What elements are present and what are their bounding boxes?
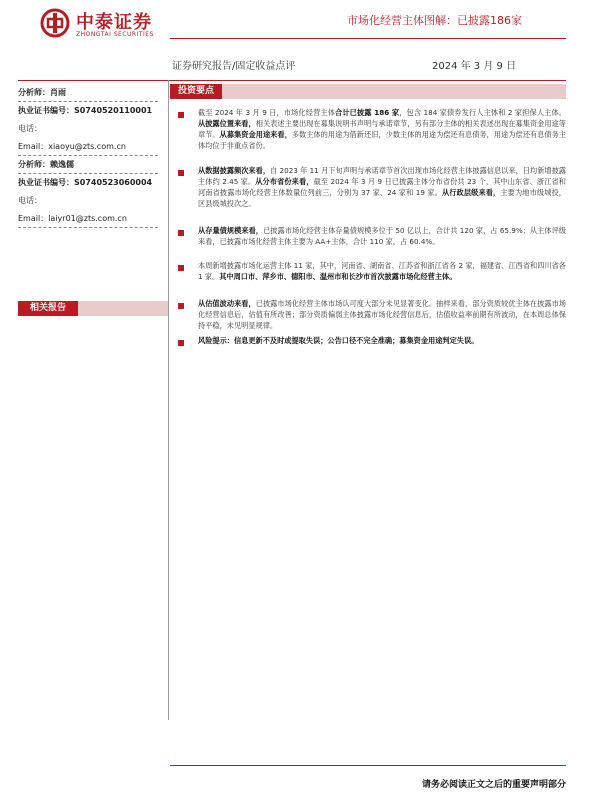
analyst-email-row: [18, 138, 168, 156]
analyst-email-link[interactable]: xiaoyu@zts.com.cn: [48, 142, 126, 151]
report-title: 市场化经营主体图解：已披露186家: [347, 14, 522, 27]
highlight-paragraph: 从存量债规模来看，已披露市场化经营主体存量债规模多位于 50 亿以上，合计共 120 家，占 65.9%；从主体评级来看，已披露市场化经营主体主要为 AA+主体，合计 110 家，占 60.4%。: [198, 226, 566, 246]
analyst-cert-row: [18, 174, 168, 192]
logo-name-cn: 中泰证券: [76, 12, 152, 33]
analyst-name-row: [18, 156, 168, 174]
analyst-role-label: 分析师：: [18, 160, 50, 169]
header-divider: [170, 38, 566, 39]
footer-divider: [170, 765, 566, 766]
investment-highlights-heading: 投资要点: [170, 84, 222, 99]
analyst-name: 赖逸儒: [50, 160, 74, 169]
highlight-paragraph: 从数据披露频次来看，自 2023 年 11 月下旬声明与承诺章节首次出现市场化经营主体披露信息以来，日均新增披露主体约 2.45 家。从分布省份来看，截至 2024 年 3 月 9 日已披露主体分布省份共 23 个，其中山东省、浙江省和河南省披露市场化经营主体数量位列前三，分别为 37 家、24 家和 19 家。从行政层级来看，主要为地市级城投，区县级城投次之。: [198, 166, 566, 208]
report-date: 2024 年 3 月 9 日: [432, 61, 517, 72]
analyst-cert: S0740520110001: [74, 106, 153, 115]
risk-warning-paragraph: 风险提示：信息更新不及时或提取失误；公告口径不完全准确；募集资金用途判定失误。: [198, 336, 479, 345]
analyst-cert-label: 执业证书编号：: [18, 178, 74, 187]
bullet-marker-icon: [178, 170, 184, 176]
highlight-paragraph: 从估值波动来看，已披露市场化经营主体市场认可度大部分未见显著变化。抽样来看，部分资质较优主体在披露市场化经营信息后，估值有所改善；部分资质偏弱主体披露市场化经营信息后，估值收益率前期有所波动，在本周总体保持平稳，未见明显规律。: [198, 299, 566, 330]
analyst-email-label: Email：: [18, 214, 49, 223]
bullet-marker-icon: [178, 112, 184, 118]
zhongtai-logo-icon: [40, 8, 70, 38]
report-type: 证券研究报告/固定收益点评: [172, 61, 296, 72]
sidebar-divider: [18, 101, 158, 102]
sidebar-divider: [18, 227, 158, 228]
sidebar-divider: [18, 173, 158, 174]
analyst-sidebar: [18, 84, 168, 228]
analyst-email-label: Email：: [18, 142, 49, 151]
analyst-cert-row: [18, 102, 168, 120]
analyst-email-link[interactable]: laiyr01@zts.com.cn: [48, 214, 127, 223]
bullet-marker-icon: [178, 230, 184, 236]
analyst-email-row: [18, 210, 168, 228]
highlight-paragraph: 本周新增披露市场化运营主体 11 家，其中，河南省、湖南省、江苏省和浙江省各 2 家，福建省、江西省和四川省各 1 家。其中周口市、萍乡市、德阳市、温州市和长沙市首次披露市场化经营主体。: [198, 261, 566, 281]
related-reports-bar: [18, 301, 168, 316]
analyst-cert: S0740523060004: [74, 178, 153, 187]
section-divider: [18, 80, 566, 81]
bullet-marker-icon: [178, 303, 184, 309]
analyst-phone-label: 电话：: [18, 196, 42, 205]
company-logo: [40, 6, 180, 46]
investment-highlights-bar: [170, 84, 566, 99]
sidebar-divider: [18, 155, 158, 156]
analyst-name: 肖雨: [50, 88, 66, 97]
analyst-cert-label: 执业证书编号：: [18, 106, 74, 115]
highlight-paragraph: 截至 2024 年 3 月 9 日，市场化经营主体合计已披露 186 家，包含 184 家债券发行人主体和 2 家担保人主体。从披露位置来看，相关表述主要出现在募集说明书声明与承诺章节，另有部分主体的相关表述出现在募集资金用途等章节。从募集资金用途来看，多数主体的用途为借新还旧，少数主体的用途为偿还有息债务，用途为偿还有息债务主体均位于非重点省份。: [198, 108, 566, 150]
column-divider: [168, 80, 169, 720]
analyst-phone-label: 电话：: [18, 124, 42, 133]
logo-name-en: ZHONGTAI SECURITIES: [76, 31, 154, 38]
analyst-role-label: 分析师：: [18, 88, 50, 97]
analyst-phone-row: [18, 120, 168, 138]
bullet-marker-icon: [178, 265, 184, 271]
analyst-name-row: [18, 84, 168, 102]
disclaimer-notice: 请务必阅读正文之后的重要声明部分: [421, 780, 566, 790]
bullet-marker-icon: [178, 340, 184, 346]
related-reports-heading: 相关报告: [18, 301, 78, 316]
analyst-phone-row: [18, 192, 168, 210]
